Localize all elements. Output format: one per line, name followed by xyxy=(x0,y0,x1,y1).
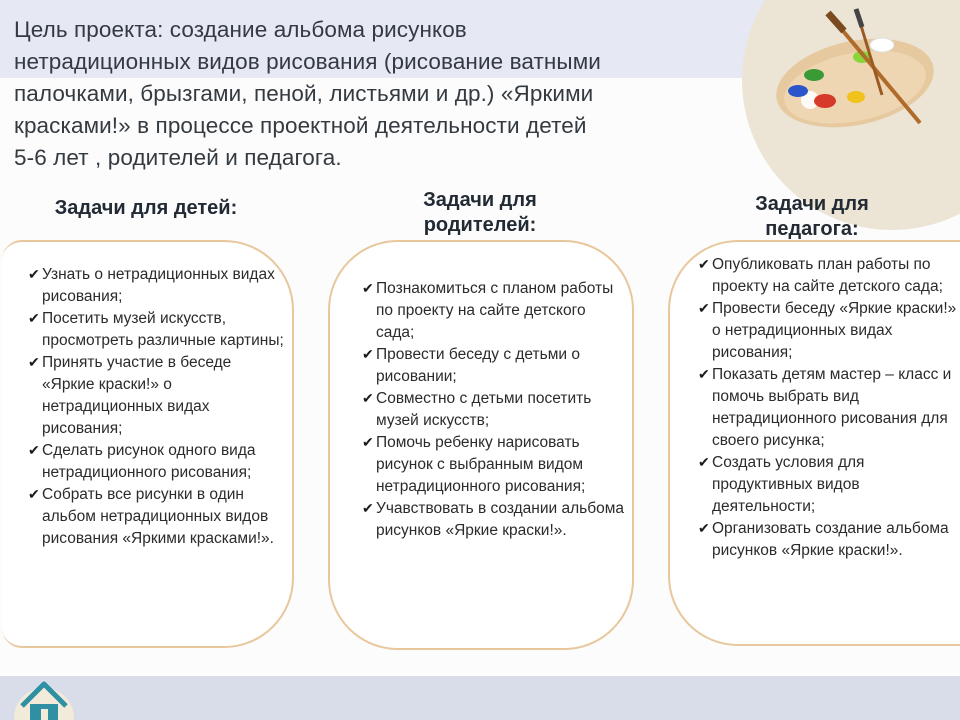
list-item xyxy=(28,308,288,352)
list-item xyxy=(28,440,288,484)
goal-line: 5-6 лет , родителей и педагога. xyxy=(14,145,342,170)
item-text: Провести беседу с детьми о рисовании; xyxy=(376,346,580,385)
item-text: Опубликовать план работы по проекту на сайте детского сада; xyxy=(712,256,943,295)
list-item xyxy=(698,298,960,364)
item-text: Учавствовать в создании альбома рисунков «Яркие краски!». xyxy=(376,500,624,539)
teacher-tasks-box xyxy=(668,240,960,646)
item-text: Организовать создание альбома рисунков «Яркие краски!». xyxy=(712,520,949,559)
item-text: Узнать о нетрадиционных видах рисования; xyxy=(42,266,275,305)
teacher-task-list xyxy=(698,254,960,562)
goal-line: Цель проекта: создание альбома рисунков xyxy=(14,17,467,42)
list-item xyxy=(362,278,626,344)
checkmark-icon: ✔ xyxy=(28,354,40,370)
item-text: Сделать рисунок одного вида нетрадиционного рисования; xyxy=(42,442,256,481)
parents-tasks-title xyxy=(380,188,580,238)
children-tasks-title xyxy=(22,196,270,221)
list-item xyxy=(28,484,288,550)
checkmark-icon: ✔ xyxy=(362,346,374,362)
list-item xyxy=(698,364,960,452)
checkmark-icon: ✔ xyxy=(28,310,40,326)
item-text: Принять участие в беседе «Яркие краски!» о нетрадиционных видах рисования; xyxy=(42,354,232,437)
title-text: педагога: xyxy=(765,218,859,240)
teacher-tasks-title xyxy=(712,192,912,242)
checkmark-icon: ✔ xyxy=(362,280,374,296)
checkmark-icon: ✔ xyxy=(698,454,710,470)
checkmark-icon: ✔ xyxy=(362,434,374,450)
item-text: Показать детям мастер – класс и помочь выбрать вид нетрадиционного рисования для своего рисунка; xyxy=(712,366,952,449)
checkmark-icon: ✔ xyxy=(28,266,40,282)
title-text: Задачи для xyxy=(423,189,537,211)
list-item xyxy=(698,452,960,518)
list-item xyxy=(28,352,288,440)
home-icon[interactable] xyxy=(14,676,78,720)
paint-palette-icon xyxy=(770,5,940,135)
checkmark-icon: ✔ xyxy=(362,500,374,516)
checkmark-icon: ✔ xyxy=(698,366,710,382)
checkmark-icon: ✔ xyxy=(362,390,374,406)
item-text: Создать условия для продуктивных видов деятельности; xyxy=(712,454,865,515)
checkmark-icon: ✔ xyxy=(28,486,40,502)
list-item xyxy=(362,388,626,432)
checkmark-icon: ✔ xyxy=(698,520,710,536)
item-text: Посетить музей искусств, просмотреть различные картины; xyxy=(42,310,284,349)
item-text: Познакомиться с планом работы по проекту на сайте детского сада; xyxy=(376,280,614,341)
title-text: родителей: xyxy=(423,214,537,236)
footer-band xyxy=(0,676,960,720)
list-item xyxy=(362,344,626,388)
title-text: Задачи для детей: xyxy=(54,197,238,219)
list-item xyxy=(698,518,960,562)
item-text: Собрать все рисунки в один альбом нетрадиционных видов рисования «Яркими красками!». xyxy=(42,486,274,547)
goal-line: нетрадиционных видов рисования (рисование ватными xyxy=(14,49,601,74)
checkmark-icon: ✔ xyxy=(28,442,40,458)
list-item xyxy=(28,264,288,308)
children-task-list xyxy=(28,264,288,550)
checkmark-icon: ✔ xyxy=(698,300,710,316)
goal-line: красками!» в процессе проектной деятельности детей xyxy=(14,113,587,138)
parents-tasks-box xyxy=(328,240,634,650)
parents-task-list xyxy=(362,278,626,542)
item-text: Помочь ребенку нарисовать рисунок с выбранным видом нетрадиционного рисования; xyxy=(376,434,586,495)
checkmark-icon: ✔ xyxy=(698,256,710,272)
title-text: Задачи для xyxy=(755,193,869,215)
goal-line: палочками, брызгами, пеной, листьями и др.) «Яркими xyxy=(14,81,594,106)
list-item xyxy=(698,254,960,298)
list-item xyxy=(362,498,626,542)
item-text: Провести беседу «Яркие краски!» о нетрадиционных видах рисования; xyxy=(712,300,957,361)
project-goal xyxy=(14,14,714,174)
item-text: Совместно с детьми посетить музей искусств; xyxy=(376,390,592,429)
list-item xyxy=(362,432,626,498)
children-tasks-box xyxy=(2,240,294,648)
